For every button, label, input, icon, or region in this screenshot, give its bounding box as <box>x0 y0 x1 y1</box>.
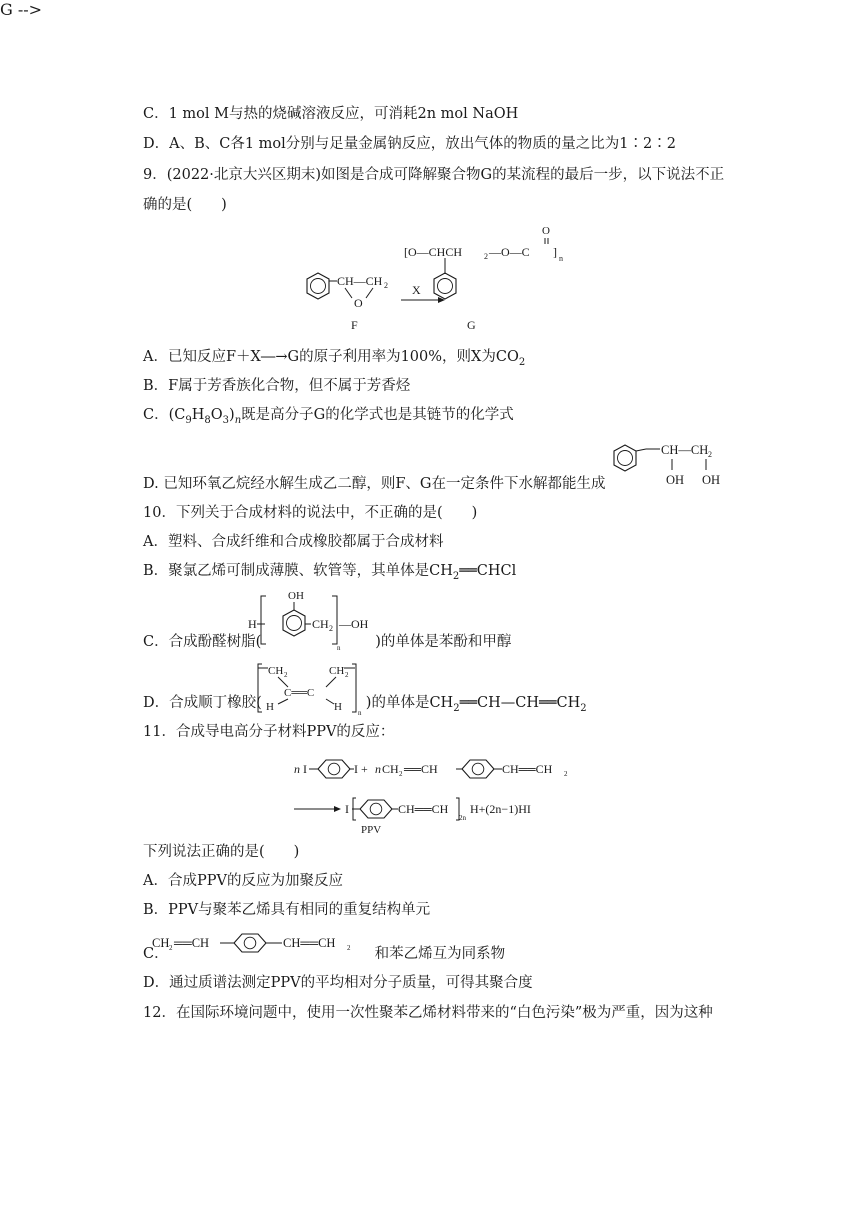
f-label: F <box>351 318 358 332</box>
reactant-vinyl-end: CH══CH <box>502 762 553 776</box>
reactant-vinyl-end-subscript: 2 <box>564 770 568 778</box>
rubber-h-right: H <box>334 701 342 713</box>
coef-n-diiodo: n <box>294 762 300 776</box>
resin-repeat-n: n <box>337 644 341 652</box>
divinyl-left-ch2: CH <box>152 936 170 950</box>
ppv-label: PPV <box>361 824 382 836</box>
svg-text:]: ] <box>553 245 557 259</box>
q8-option-d: D．A、B、C各1 mol分别与足量金属钠反应，放出气体的物质的量之比为1∶2∶2 <box>143 136 676 152</box>
g-benzene-ring <box>434 273 456 299</box>
product-iodo: I <box>345 802 349 816</box>
q9-option-c: C．$(C_9H_8O_3)_n$既是高分子G的化学式也是其链节的化学式 <box>143 407 514 426</box>
resin-end-h: H <box>248 617 257 631</box>
reactant-vinyl-left: CH <box>382 762 399 776</box>
diol-ch-chain: CH—CH <box>661 443 709 457</box>
q9-stem-line2: 确的是( ) <box>143 197 227 213</box>
q11-question: 下列说法正确的是( ) <box>143 844 300 860</box>
rubber-double-bond: C══C <box>284 687 315 699</box>
q11-option-c: C． 和苯乙烯互为同系物 <box>143 946 506 962</box>
q10-option-d: D．合成顺丁橡胶( )的单体是$CH_2══CH—CH══CH_2$ <box>143 695 587 714</box>
g-chain-right: —O—C <box>489 245 530 259</box>
g-label: G <box>467 318 476 332</box>
iodo-right-plus: I + <box>354 762 368 776</box>
resin-ch2: CH <box>312 617 329 631</box>
rubber-ch2-left: CH <box>268 665 284 677</box>
ppv-benzene-ring <box>360 800 392 818</box>
rubber-ch2-left-subscript: 2 <box>284 671 288 679</box>
q11-stem: 11．合成导电高分子材料PPV的反应： <box>143 724 395 740</box>
phenol-resin-structure <box>244 586 369 654</box>
divinylbenzene-structure <box>152 928 362 958</box>
g-ch2-subscript: 2 <box>484 252 488 261</box>
q9-option-b: B．F属于芳香族化合物，但不属于芳香烃 <box>143 378 411 394</box>
g-carbonyl-oxygen: O <box>542 225 550 237</box>
f-benzene-ring <box>307 273 329 299</box>
rubber-h-left: H <box>266 701 274 713</box>
divinylbenzene-ring <box>234 934 266 952</box>
q10-option-a: A．塑料、合成纤维和合成橡胶都属于合成材料 <box>143 534 444 550</box>
q9-reaction-scheme <box>285 216 585 338</box>
q9-option-d: D. 已知环氧乙烷经水解生成乙二醇，则F、G在一定条件下水解都能生成 <box>143 476 606 492</box>
resin-ch2-subscript: 2 <box>329 624 333 633</box>
f-epoxide-oxygen: O <box>354 296 363 310</box>
rubber-ch2-right: CH <box>329 665 345 677</box>
diol-ch2-subscript: 2 <box>708 450 712 459</box>
reactant-vinyl-left-subscript: 2 <box>399 770 403 778</box>
diol-oh-left: OH <box>666 473 685 487</box>
f-ch2-subscript: 2 <box>384 281 388 290</box>
q10-option-c: C．合成酚醛树脂( )的单体是苯酚和甲醇 <box>143 634 512 650</box>
divinyl-left-ch: ══CH <box>174 936 210 950</box>
q9-stem-line1: 9．(2022·北京大兴区期末)如图是合成可降解聚合物G的某流程的最后一步，以下说法不正 <box>143 167 725 183</box>
q12-stem: 12．在国际环境问题中，使用一次性聚苯乙烯材料带来的“白色污染”极为严重，因为这种 <box>143 1005 713 1021</box>
divinyl-benzene-ring <box>462 760 494 778</box>
reactant-vinyl-mid: ══CH <box>404 762 438 776</box>
iodo-left: I <box>303 762 307 776</box>
rubber-repeat-n: n <box>358 709 362 717</box>
resin-benzene-ring <box>283 610 305 636</box>
ppv-reaction-arrow <box>334 806 341 812</box>
q11-option-d: D．通过质谱法测定PPV的平均相对分子质量，可得其聚合度 <box>143 975 533 991</box>
product-vinylene: CH══CH <box>398 802 449 816</box>
divinyl-left-subscript: 2 <box>169 944 173 952</box>
g-repeat-n: n <box>559 254 563 263</box>
coef-n-divinyl: n <box>375 762 381 776</box>
f-ch-group: CH—CH <box>337 274 383 288</box>
rubber-ch2-right-subscript: 2 <box>345 671 349 679</box>
arrow-reagent-x: X <box>412 283 421 297</box>
q9-option-a: A．已知反应F＋X―→G的原子利用率为100%，则X为$CO_2$ <box>143 349 526 368</box>
q8-option-c: C．1 mol M与热的烧碱溶液反应，可消耗2n mol NaOH <box>143 106 519 122</box>
q10-stem: 10．下列关于合成材料的说法中，不正确的是( ) <box>143 505 478 521</box>
diol-benzene-ring <box>614 445 636 471</box>
g-chain-left: [O—CHCH <box>404 245 463 259</box>
q11-option-b: B．PPV与聚苯乙烯具有相同的重复结构单元 <box>143 902 431 918</box>
diol-structure <box>606 430 756 492</box>
resin-oh-top: OH <box>288 590 304 602</box>
product-byproduct: H+(2n−1)HI <box>470 802 531 816</box>
product-repeat-2n: 2n <box>459 814 466 822</box>
resin-oh-end: —OH <box>339 617 369 631</box>
divinyl-right-subscript: 2 <box>347 944 351 952</box>
diol-oh-right: OH <box>702 473 721 487</box>
divinyl-right: CH══CH <box>283 936 336 950</box>
q10-option-b: B．聚氯乙烯可制成薄膜、软管等，其单体是$CH_2══CHCl$ <box>143 563 517 582</box>
diiodo-benzene-ring <box>318 760 350 778</box>
q11-option-a: A．合成PPV的反应为加聚反应 <box>143 873 343 889</box>
cis-rubber-structure <box>254 660 366 718</box>
ppv-reaction-scheme <box>290 752 590 838</box>
